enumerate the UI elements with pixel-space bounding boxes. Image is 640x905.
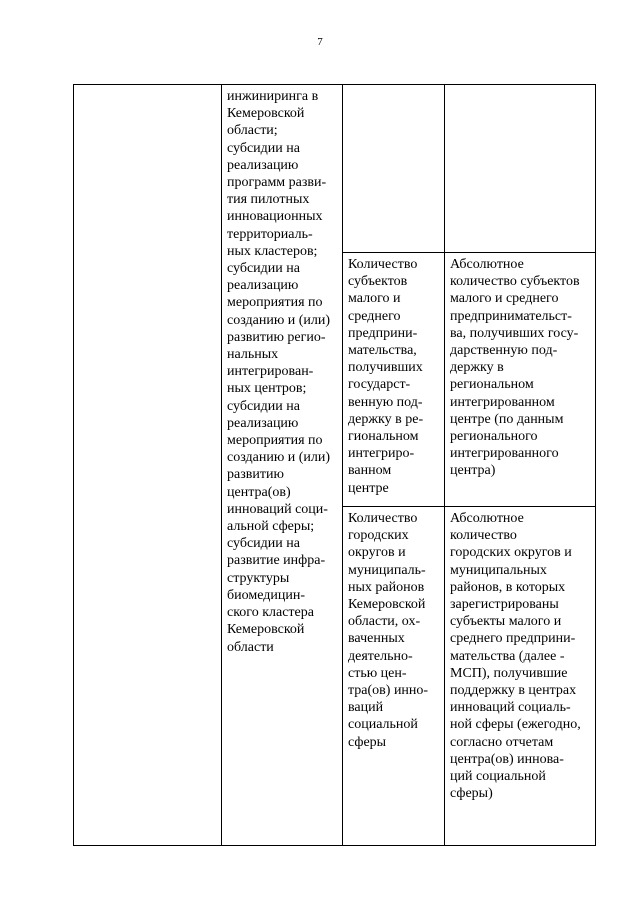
definition-cell: Абсолютное количество городских округов и муниципальных районов, в которых зарегистрированы субъекты малого и среднего предприни- мательства (далее - МСП), получившие поддержку в центрах инноваций социаль- ной сферы (ежегодно, согласно отчетам центра(ов) иннова- ций социальной сферы) bbox=[445, 507, 596, 846]
indicators-table bbox=[73, 84, 596, 846]
page-number: 7 bbox=[317, 36, 323, 48]
indicator-cell: Количество субъектов малого и среднего предприни- мательства, получивших государст- венную под- держку в ре- гиональном интегриро- ванном центре bbox=[343, 253, 445, 507]
table-row bbox=[74, 85, 596, 253]
measures-cell: инжиниринга в Кемеровской области; субсидии на реализацию программ разви- тия пилотных инновационных территориаль- ных кластеров; субсидии на реализацию мероприятия по созданию и (или) развитию регио- нальных интегрирован- ных центров; субсидии на реализацию мероприятия по созданию и (или) развитию центра(ов) инноваций соци- альной сферы; субсидии на развитие инфра- структуры биомедицин- ского кластера Кемеровской области bbox=[222, 85, 343, 846]
empty-cell bbox=[74, 85, 222, 846]
definition-cell bbox=[445, 85, 596, 253]
definition-cell: Абсолютное количество субъектов малого и среднего предпринимательст- ва, получивших госу- дарственную под- держку в региональном интегрированном центре (по данным регионального интегрированного центра) bbox=[445, 253, 596, 507]
indicator-cell bbox=[343, 85, 445, 253]
indicator-cell: Количество городских округов и муниципаль- ных районов Кемеровской области, ох- ваченных деятельно- стью цен- тра(ов) инно- ваций социальной сферы bbox=[343, 507, 445, 846]
